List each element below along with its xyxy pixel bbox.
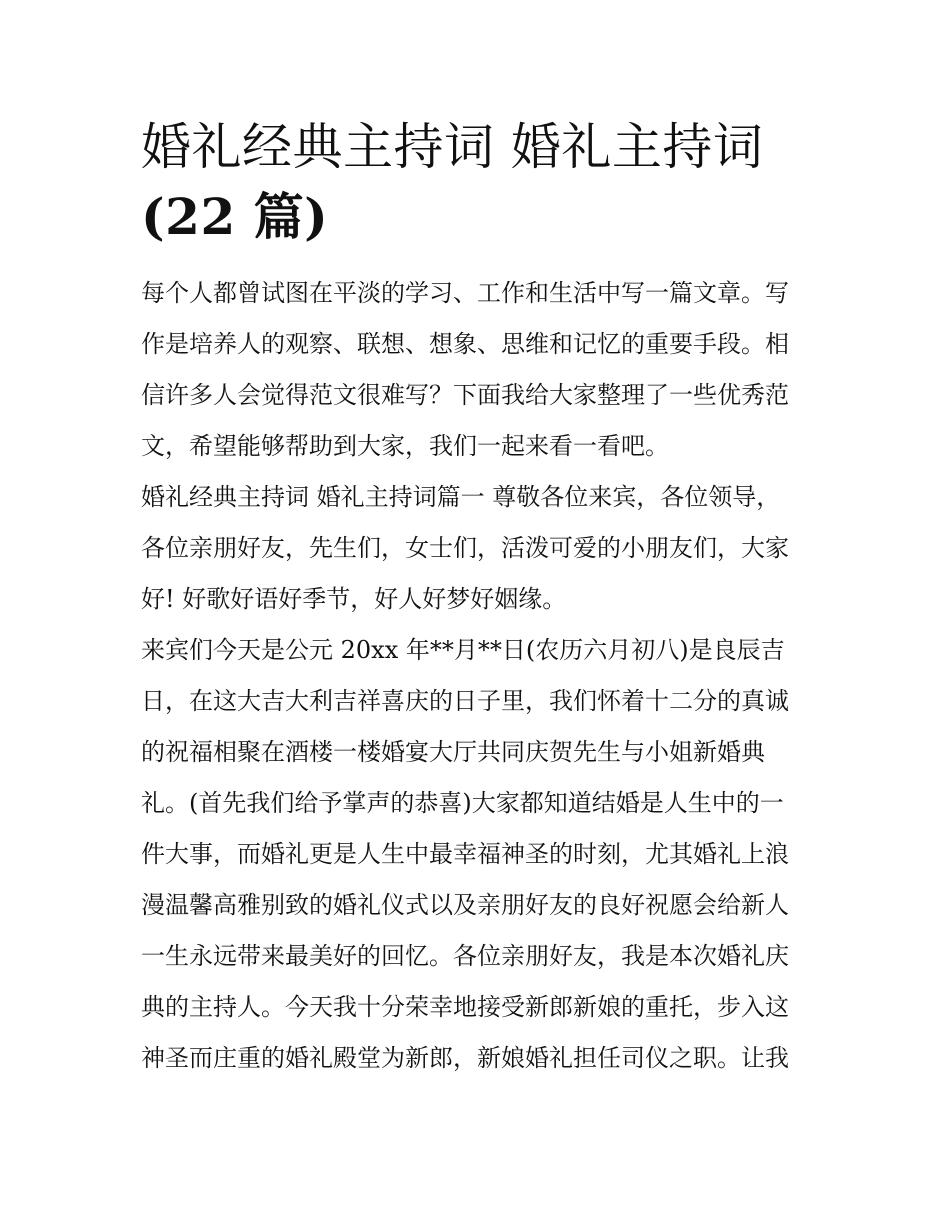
text-line: 作是培养人的观察、联想、想象、思维和记忆的重要手段。相: [141, 330, 789, 358]
text-line: 信许多人会觉得范文很难写？下面我给大家整理了一些优秀范: [141, 381, 789, 409]
text-line: 日，在这大吉大利吉祥喜庆的日子里，我们怀着十二分的真诚: [141, 687, 789, 715]
document-body: [141, 112, 813, 1084]
text-line: 件大事，而婚礼更是人生中最幸福神圣的时刻，尤其婚礼上浪: [141, 840, 789, 868]
document-title: [141, 112, 813, 252]
ceremony-paragraph: [141, 625, 813, 1084]
text-line: 各位亲朋好友，先生们，女士们，活泼可爱的小朋友们，大家: [141, 534, 789, 562]
text-line: 每个人都曾试图在平淡的学习、工作和生活中写一篇文章。写: [141, 279, 789, 307]
text-line: 好! 好歌好语好季节，好人好梦好姻缘。: [141, 585, 567, 613]
title-line: 婚礼经典主持词 婚礼主持词: [141, 118, 764, 176]
intro-paragraph: [141, 268, 813, 472]
text-line: 文，希望能够帮助到大家，我们一起来看一看吧。: [141, 432, 669, 460]
text-line: 一生永远带来最美好的回忆。各位亲朋好友，我是本次婚礼庆: [141, 942, 789, 970]
text-line: 典的主持人。今天我十分荣幸地接受新郎新娘的重托，步入这: [141, 993, 789, 1021]
text-line: 来宾们今天是公元 20xx 年**月**日(农历六月初八)是良辰吉: [141, 636, 785, 664]
text-line: 婚礼经典主持词 婚礼主持词篇一 尊敬各位来宾，各位领导，: [141, 483, 781, 511]
text-line: 的祝福相聚在酒楼一楼婚宴大厅共同庆贺先生与小姐新婚典: [141, 738, 765, 766]
title-line: (22 篇): [141, 187, 329, 246]
text-line: 神圣而庄重的婚礼殿堂为新郎，新娘婚礼担任司仪之职。让我: [141, 1044, 789, 1072]
text-line: 漫温馨高雅别致的婚礼仪式以及亲朋好友的良好祝愿会给新人: [141, 891, 789, 919]
greeting-paragraph: [141, 472, 813, 625]
text-line: 礼。(首先我们给予掌声的恭喜)大家都知道结婚是人生中的一: [141, 789, 784, 817]
